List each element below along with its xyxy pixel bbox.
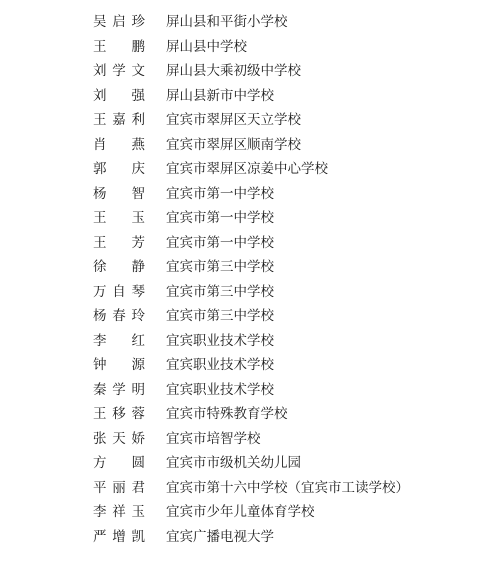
list-item <box>0 304 500 329</box>
school-name: 宜宾职业技术学校 <box>166 332 274 349</box>
person-name: 徐静 <box>93 259 145 275</box>
school-name: 宜宾市少年儿童体育学校 <box>166 504 315 520</box>
person-name: 郭庆 <box>93 161 145 177</box>
list-item <box>0 329 500 354</box>
person-name: 平丽君 <box>93 479 145 496</box>
school-name: 宜宾市特殊教育学校 <box>166 406 288 422</box>
person-name: 杨春玲 <box>93 308 145 324</box>
list-item <box>0 182 500 207</box>
list-item <box>0 35 500 60</box>
school-name: 宜宾市翠屏区顺南学校 <box>166 136 301 153</box>
list-item <box>0 353 500 378</box>
person-name: 刘学文 <box>93 63 145 79</box>
list-item <box>0 525 500 550</box>
school-name: 宜宾职业技术学校 <box>166 381 274 398</box>
person-name: 王嘉利 <box>93 112 145 128</box>
school-name: 宜宾市第三中学校 <box>166 283 274 300</box>
school-name: 宜宾市第十六中学校（宜宾市工读学校） <box>166 479 409 496</box>
name-list <box>0 10 500 549</box>
list-item <box>0 59 500 84</box>
person-name: 李红 <box>93 332 145 349</box>
list-item <box>0 231 500 256</box>
list-item <box>0 476 500 501</box>
school-name: 宜宾职业技术学校 <box>166 357 274 373</box>
person-name: 秦学明 <box>93 381 145 398</box>
list-item <box>0 255 500 280</box>
school-name: 宜宾市第一中学校 <box>166 234 274 251</box>
person-name: 王芳 <box>93 234 145 251</box>
list-item <box>0 280 500 305</box>
school-name: 宜宾市第一中学校 <box>166 185 274 202</box>
person-name: 严增凯 <box>93 528 145 545</box>
person-name: 肖燕 <box>93 136 145 153</box>
school-name: 屏山县大乘初级中学校 <box>166 63 301 79</box>
person-name: 李祥玉 <box>93 504 145 520</box>
list-item <box>0 10 500 35</box>
person-name: 杨智 <box>93 185 145 202</box>
person-name: 王移蓉 <box>93 406 145 422</box>
list-item <box>0 108 500 133</box>
person-name: 方圆 <box>93 455 145 471</box>
school-name: 宜宾市第三中学校 <box>166 308 274 324</box>
school-name: 宜宾广播电视大学 <box>166 528 274 545</box>
list-item <box>0 206 500 231</box>
school-name: 宜宾市翠屏区天立学校 <box>166 112 301 128</box>
person-name: 王玉 <box>93 210 145 226</box>
list-item <box>0 500 500 525</box>
list-item <box>0 402 500 427</box>
person-name: 钟源 <box>93 357 145 373</box>
list-item <box>0 427 500 452</box>
school-name: 屏山县新市中学校 <box>166 87 274 104</box>
list-item <box>0 157 500 182</box>
school-name: 宜宾市市级机关幼儿园 <box>166 455 301 471</box>
list-item <box>0 84 500 109</box>
school-name: 宜宾市翠屏区凉姜中心学校 <box>166 161 328 177</box>
school-name: 宜宾市培智学校 <box>166 430 261 447</box>
person-name: 万自琴 <box>93 283 145 300</box>
school-name: 宜宾市第一中学校 <box>166 210 274 226</box>
school-name: 宜宾市第三中学校 <box>166 259 274 275</box>
person-name: 刘强 <box>93 87 145 104</box>
person-name: 王鹏 <box>93 38 145 55</box>
list-item <box>0 451 500 476</box>
school-name: 屏山县和平街小学校 <box>166 14 288 30</box>
school-name: 屏山县中学校 <box>166 38 247 55</box>
list-item <box>0 133 500 158</box>
person-name: 张天娇 <box>93 430 145 447</box>
list-item <box>0 378 500 403</box>
person-name: 吴启珍 <box>93 14 145 30</box>
